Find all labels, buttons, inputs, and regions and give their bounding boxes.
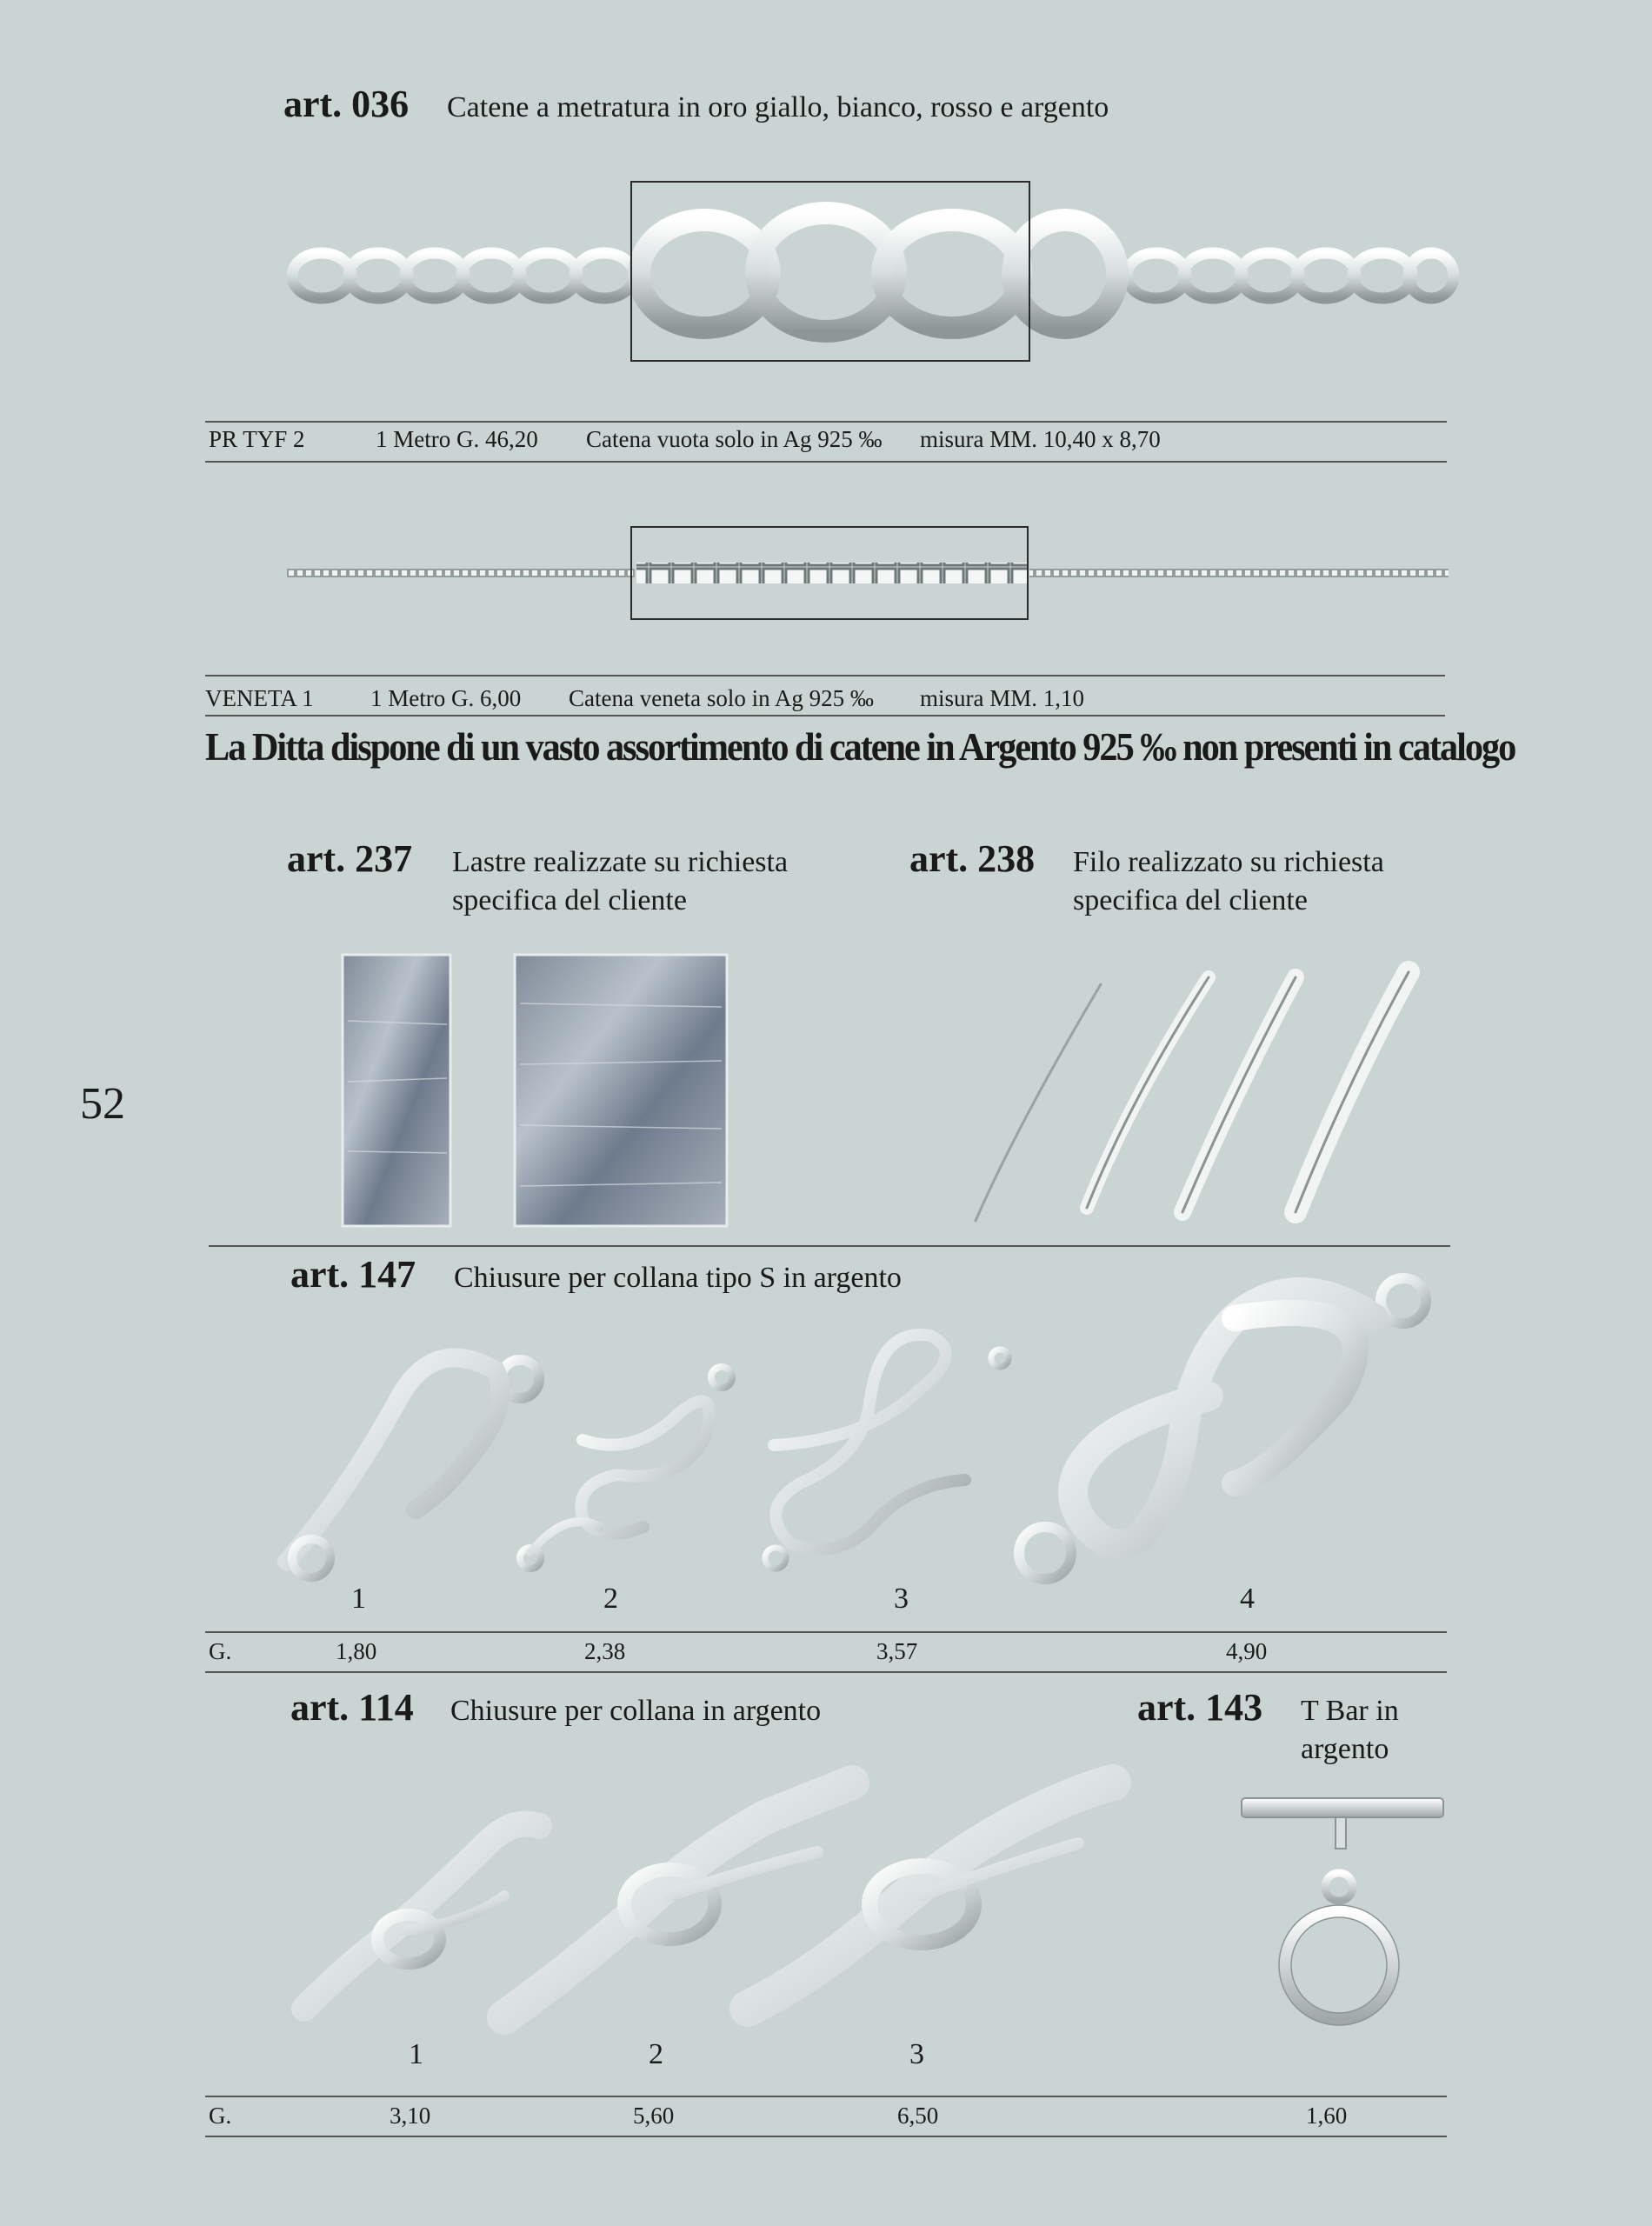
art-237-number: art. 237 bbox=[287, 837, 413, 880]
art-114-description: Chiusure per collana in argento bbox=[450, 1695, 822, 1727]
art-114-label-3: 3 bbox=[909, 2038, 924, 2070]
art-114-weight-2: 5,60 bbox=[633, 2103, 675, 2129]
weights-rule bbox=[205, 2096, 1447, 2097]
art-114-label-2: 2 bbox=[649, 2038, 663, 2070]
art-238-description-line1: Filo realizzato su richiesta bbox=[1073, 846, 1384, 878]
art-237-description-line1: Lastre realizzate su richiesta bbox=[452, 846, 789, 878]
assortment-banner: La Ditta dispone di un vasto assortimento di catene in Argento 925 ‰ non presenti in catalogo bbox=[205, 724, 1515, 769]
chain1-weight: 1 Metro G. 46,20 bbox=[376, 426, 538, 452]
art-143-weight: 1,60 bbox=[1306, 2103, 1348, 2129]
hook-clasps-image bbox=[278, 1748, 1130, 2035]
silver-wires-image bbox=[965, 960, 1426, 1230]
art-238-number: art. 238 bbox=[909, 837, 1036, 880]
art-114-label-1: 1 bbox=[409, 2038, 423, 2070]
art-114-weight-1: 3,10 bbox=[390, 2103, 431, 2129]
weights-rule bbox=[205, 2136, 1447, 2137]
chain2-description: Catena veneta solo in Ag 925 ‰ bbox=[569, 685, 874, 711]
art-147-label-4: 4 bbox=[1240, 1583, 1255, 1615]
art-147-number: art. 147 bbox=[290, 1253, 416, 1296]
art-143-description-line1: T Bar in bbox=[1301, 1695, 1399, 1727]
chain1-size: misura MM. 10,40 x 8,70 bbox=[920, 426, 1161, 452]
chain1-description: Catena vuota solo in Ag 925 ‰ bbox=[586, 426, 883, 452]
rolo-chain-image bbox=[287, 178, 1449, 370]
art-147-label-3: 3 bbox=[894, 1583, 909, 1615]
art-147-weight-1: 1,80 bbox=[336, 1638, 377, 1664]
art-114-g-label: G. bbox=[209, 2103, 232, 2129]
s-clasps-image bbox=[270, 1266, 1452, 1596]
art-036-number: art. 036 bbox=[283, 83, 410, 125]
art-147-weight-2: 2,38 bbox=[584, 1638, 626, 1664]
spec-rule bbox=[205, 715, 1445, 716]
section-rule bbox=[209, 1245, 1450, 1247]
art-147-weight-4: 4,90 bbox=[1226, 1638, 1268, 1664]
art-114-number: art. 114 bbox=[290, 1686, 414, 1729]
art-114-weight-3: 6,50 bbox=[897, 2103, 939, 2129]
art-147-description: Chiusure per collana tipo S in argento bbox=[454, 1262, 902, 1294]
spec-rule bbox=[205, 461, 1447, 463]
spec-rule bbox=[205, 421, 1447, 423]
art-147-label-2: 2 bbox=[603, 1583, 618, 1615]
chain1-code: PR TYF 2 bbox=[209, 426, 305, 452]
spec-rule bbox=[205, 675, 1445, 676]
weights-rule bbox=[205, 1671, 1447, 1673]
art-143-number: art. 143 bbox=[1137, 1686, 1263, 1729]
t-bar-clasp-image bbox=[1238, 1791, 1447, 2043]
weights-rule bbox=[205, 1631, 1447, 1633]
art-147-g-label: G. bbox=[209, 1638, 232, 1664]
chain2-size: misura MM. 1,10 bbox=[920, 685, 1084, 711]
art-036-description: Catene a metratura in oro giallo, bianco, rosso e argento bbox=[447, 91, 1109, 123]
art-238-description-line2: specifica del cliente bbox=[1073, 884, 1308, 916]
art-147-label-1: 1 bbox=[351, 1583, 366, 1615]
art-237-description-line2: specifica del cliente bbox=[452, 884, 687, 916]
page-number: 52 bbox=[80, 1079, 125, 1129]
chain2-code: VENETA 1 bbox=[205, 685, 314, 711]
art-143-description-line2: argento bbox=[1301, 1733, 1389, 1765]
art-147-weight-3: 3,57 bbox=[876, 1638, 918, 1664]
silver-sheets-image bbox=[339, 951, 730, 1230]
veneta-chain-image bbox=[287, 525, 1449, 621]
chain2-weight: 1 Metro G. 6,00 bbox=[370, 685, 522, 711]
